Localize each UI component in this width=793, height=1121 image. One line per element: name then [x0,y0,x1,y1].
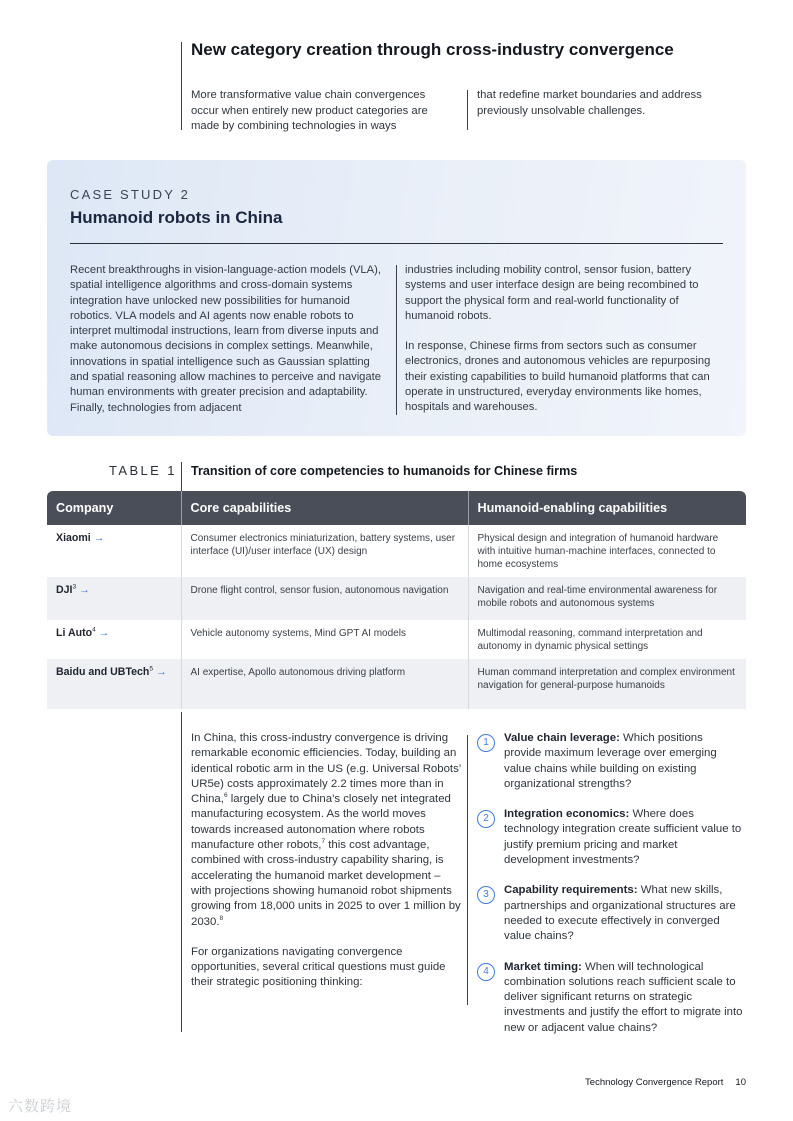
core-capabilities-cell: AI expertise, Apollo autonomous driving platform [181,659,468,709]
question-title: Market timing: [504,960,582,973]
footnote-ref: 4 [92,626,96,634]
watermark-logo: 六数跨境 [8,1098,73,1115]
arrow-right-icon[interactable]: → [98,627,110,639]
questions-list [477,731,743,1051]
company-cell[interactable] [47,659,181,709]
humanoid-capabilities-cell: Navigation and real-time environmental awareness for mobile robots and autonomous systems [468,577,746,620]
list-item [477,807,743,868]
list-item [477,731,743,792]
company-name[interactable]: DJI [56,584,73,596]
footnote-ref: 7 [321,838,326,846]
page-number: 10 [735,1077,746,1088]
table-row [47,620,746,659]
question-text: Where does technology integration create sufficient value to justify premium pricing and market development investments? [504,808,742,867]
case-study-right-paragraph-2: In response, Chinese firms from sectors such as consumer electronics, drones and autonomous vehicles are repurposing their existing capabilities to build humanoid platforms that can operate in unstructured, everyday environments like homes, hospitals and warehouses. [405,340,711,414]
page-footer [585,1077,746,1088]
table-title-divider [181,462,182,492]
core-capabilities-cell: Consumer electronics miniaturization, battery systems, user interface (UI)/user interface (UX) design [181,525,468,577]
table-row [47,525,746,577]
intro-column-divider [467,90,468,130]
list-item [477,960,743,1036]
case-study-left-text [70,263,388,431]
company-cell[interactable] [47,577,181,620]
table-header-row [47,491,746,525]
section-title: New category creation through cross-industry convergence [191,40,674,59]
table-title: Transition of core competencies to humanoids for Chinese firms [191,464,578,478]
footnote-ref: 8 [219,914,224,922]
case-study-left-paragraph: Recent breakthroughs in vision-language-action models (VLA), spatial intelligence algorithms and cross-domain systems integration have unlocked new possibilities for humanoid robotics. VLA models and AI agents now enable robots to interpret multimodal instructions, learn from diverse inputs and make autonomous decisions in complex settings. Meanwhile, innovations in spatial intelligence such as Gaussian splatting and spatial reasoning allow machines to perceive and navigate human environments with greater precision and adaptability. Finally, technologies from adjacent [70,264,381,414]
question-text: What new skills, partnerships and organizational structures are needed to execute effectively in converged value chains? [504,884,736,943]
case-study-title: Humanoid robots in China [70,208,283,227]
question-title: Integration economics: [504,808,630,821]
body-left-divider [181,712,182,1032]
intro-left-text: More transformative value chain convergences occur when entirely new product categories are made by combining technologies in ways [191,89,428,132]
column-header-humanoid: Humanoid-enabling capabilities [468,491,746,525]
number-3-icon: 3 [477,886,495,904]
number-1-icon: 1 [477,734,495,752]
body-text-part: In China, this cross-industry convergence is driving remarkable economic efficiencies. Today, building an identical robotic arm in the US (e.g. Universal Robots’ UR5e) costs approximately 2.2 times more than in China, [191,732,461,806]
body-paragraph-1 [191,731,461,930]
question-title: Capability requirements: [504,884,638,897]
footnote-ref: 5 [149,665,154,673]
case-study-divider [70,243,723,244]
section-divider-line [181,42,182,130]
footnote-ref: 3 [72,583,77,591]
arrow-right-icon[interactable]: → [155,666,167,678]
question-title: Value chain leverage: [504,732,620,744]
table-row [47,659,746,709]
company-name[interactable]: Li Auto [56,627,93,639]
table-label: TABLE 1 [109,463,177,478]
body-right-divider [467,735,468,1005]
question-text: When will technological combination solutions reach sufficient scale to deliver significant returns on strategic investments and justify the effort to migrate into new or adjacent value chains? [504,960,743,1034]
humanoid-capabilities-cell: Multimodal reasoning, command interpretation and autonomy in dynamic physical settings [468,620,746,659]
question-text: Which positions provide maximum leverage over emerging value chains while building on existing organizational strengths? [504,732,717,790]
intro-right-text: that redefine market boundaries and address previously unsolvable challenges. [477,89,702,117]
column-header-company: Company [47,491,181,525]
case-study-right-text [405,263,725,431]
body-text-part: this cost advantage, combined with cross-industry capability sharing, is accelerating the humanoid market development – with projections showing humanoid robot shipments growing from 18,000 units in 2025 to over 1 million by 2030. [191,839,461,928]
company-name[interactable]: Xiaomi [56,532,91,544]
number-2-icon: 2 [477,810,495,828]
body-text-part: largely due to China’s closely net integrated manufacturing ecosystem. As the world moves towards increased autonomation where robots manufacture other robots, [191,793,451,852]
arrow-right-icon[interactable]: → [93,532,105,544]
case-study-right-paragraph-1: industries including mobility control, sensor fusion, battery systems and user interface design are being recombined to support the physical form and real-world functionality of humanoid robots. [405,264,699,322]
body-paragraph-2: For organizations navigating convergence opportunities, several critical questions must guide their strategic positioning thinking: [191,945,446,989]
body-text [191,731,461,1006]
competency-table [47,491,746,709]
company-name[interactable]: Baidu and UBTech [56,666,150,678]
core-capabilities-cell: Drone flight control, sensor fusion, autonomous navigation [181,577,468,620]
number-4-icon: 4 [477,963,495,981]
case-study-label: CASE STUDY 2 [70,187,191,202]
humanoid-capabilities-cell: Human command interpretation and complex environment navigation for general-purpose humanoids [468,659,746,709]
table-row [47,577,746,620]
humanoid-capabilities-cell: Physical design and integration of humanoid hardware with intuitive human-machine interfaces, connected to home ecosystems [468,525,746,577]
list-item [477,883,743,944]
column-header-core: Core capabilities [181,491,468,525]
case-column-divider [396,265,397,415]
arrow-right-icon[interactable]: → [79,584,90,596]
report-name: Technology Convergence Report [585,1077,724,1088]
core-capabilities-cell: Vehicle autonomy systems, Mind GPT AI models [181,620,468,659]
company-cell[interactable] [47,525,181,577]
company-cell[interactable] [47,620,181,659]
footnote-ref: 6 [223,792,228,800]
